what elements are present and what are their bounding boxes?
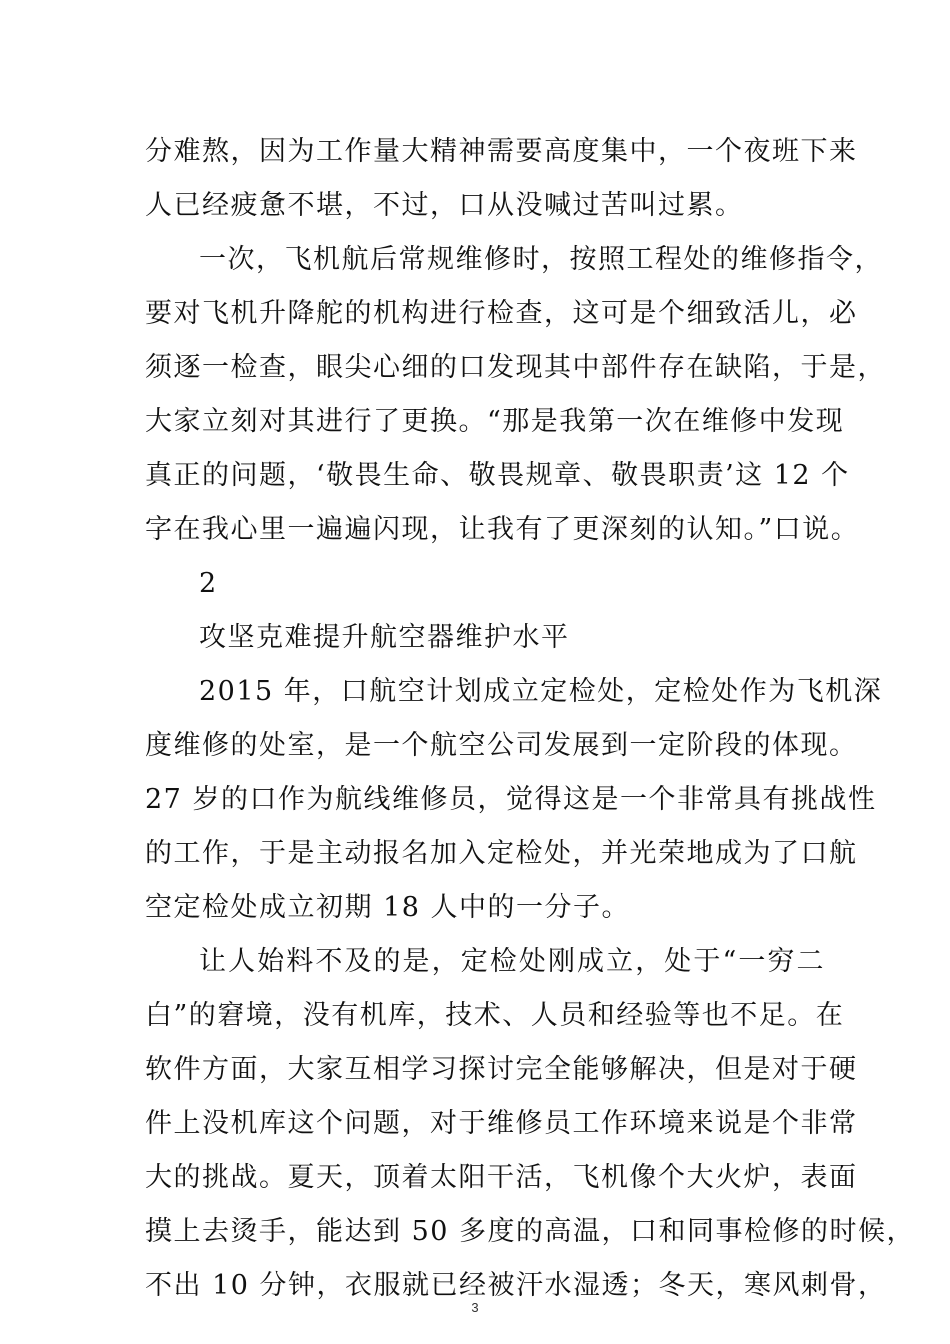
page-number: 3 [471,1300,479,1315]
paragraph-line: 白”的窘境，没有机库，技术、人员和经验等也不足。在 [145,1000,845,1031]
section-number: 2 [199,568,218,599]
paragraph-line: 2015 年，口航空计划成立定检处，定检处作为飞机深 [199,676,883,707]
paragraph-line: 让人始料不及的是，定检处刚成立，处于“一穷二 [199,946,825,977]
paragraph-line: 的工作，于是主动报名加入定检处，并光荣地成为了口航 [145,838,858,869]
paragraph-line: 须逐一检查，眼尖心细的口发现其中部件存在缺陷，于是， [145,352,886,383]
paragraph-line: 一次，飞机航后常规维修时，按照工程处的维修指令， [199,244,883,275]
paragraph-line: 字在我心里一遍遍闪现，让我有了更深刻的认知。”口说。 [145,514,860,545]
paragraph-line: 空定检处成立初期 18 人中的一分子。 [145,892,631,923]
paragraph-line: 真正的问题，‘敬畏生命、敬畏规章、敬畏职责’这 12 个 [145,460,850,491]
paragraph-line: 不出 10 分钟，衣服就已经被汗水湿透；冬天，寒风刺骨， [145,1270,887,1301]
paragraph-line: 件上没机库这个问题，对于维修员工作环境来说是个非常 [145,1108,858,1139]
paragraph-line: 27 岁的口作为航线维修员，觉得这是一个非常具有挑战性 [145,784,877,815]
paragraph-line: 分难熬，因为工作量大精神需要高度集中，一个夜班下来 [145,136,858,167]
paragraph-line: 度维修的处室，是一个航空公司发展到一定阶段的体现。 [145,730,858,761]
paragraph-line: 软件方面，大家互相学习探讨完全能够解决，但是对于硬 [145,1054,858,1085]
paragraph-line: 要对飞机升降舵的机构进行检查，这可是个细致活儿，必 [145,298,858,329]
section-title: 攻坚克难提升航空器维护水平 [199,622,570,653]
paragraph-line: 大家立刻对其进行了更换。“那是我第一次在维修中发现 [145,406,845,437]
paragraph-line: 人已经疲惫不堪，不过，口从没喊过苦叫过累。 [145,190,744,221]
paragraph-line: 摸上去烫手，能达到 50 多度的高温，口和同事检修的时候， [145,1216,916,1247]
paragraph-line: 大的挑战。夏天，顶着太阳干活，飞机像个大火炉，表面 [145,1162,858,1193]
